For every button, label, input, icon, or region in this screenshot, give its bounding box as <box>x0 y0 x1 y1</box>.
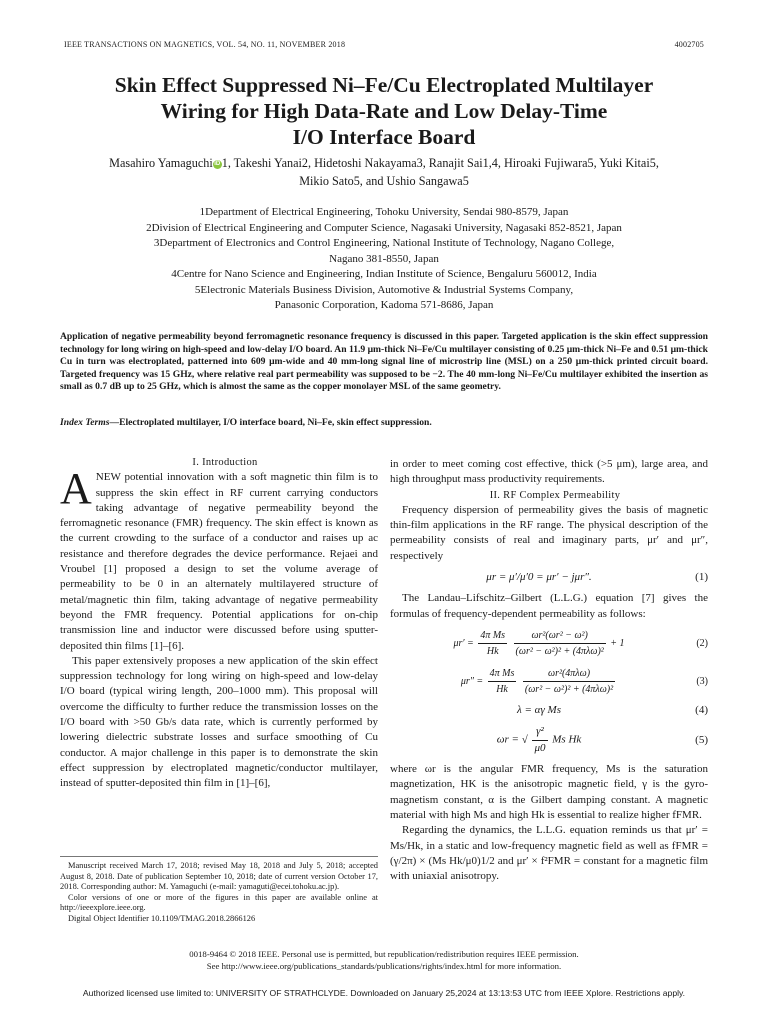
author-line: Mikio Sato5, and Ushio Sangawa5 <box>299 174 469 188</box>
equation-number: (5) <box>695 733 708 746</box>
equation-5 <box>390 724 708 756</box>
title-line: Skin Effect Suppressed Ni–Fe/Cu Electroplated Multilayer <box>114 73 654 97</box>
equation-body <box>390 628 688 660</box>
square-root-icon: √ <box>521 733 528 746</box>
orcid-icon[interactable]: iD <box>214 161 221 167</box>
equation-lhs: μr″ = <box>460 675 484 687</box>
copyright-line: See http://www.ieee.org/publications_standards/publications/rights/index.html for more information. <box>206 960 562 971</box>
copyright-notice <box>60 949 708 972</box>
equation-body <box>390 724 688 756</box>
rf-paragraph-2: The Landau–Lifschitz–Gilbert (L.L.G.) equation [7] gives the formulas of frequency-dependent permeability as follows: <box>390 592 708 620</box>
paper-title <box>60 72 708 150</box>
article-number: 4002705 <box>674 40 704 49</box>
affiliation: 2Division of Electrical Engineering and Computer Science, Nagasaki University, Nagasaki 852-8521, Japan <box>146 221 622 234</box>
running-header <box>64 40 704 52</box>
left-column <box>60 455 378 792</box>
denominator: Hk <box>496 683 508 695</box>
equation-body <box>390 666 688 698</box>
denominator: (ωr² − ω²)² + (4πλω)² <box>515 646 604 658</box>
denominator: Hk <box>486 646 499 658</box>
equation-number: (1) <box>695 571 708 584</box>
fraction <box>523 666 615 698</box>
first-author: Masahiro Yamaguchi <box>109 156 213 170</box>
author-line <box>60 154 708 172</box>
intro-continuation: in order to meet coming cost effective, thick (>5 μm), large area, and high throughput mass productivity requirements. <box>390 458 708 486</box>
fraction <box>488 666 517 698</box>
equation-3 <box>390 666 708 698</box>
affiliation: 3Department of Electronics and Control Engineering, National Institute of Technology, Nagano College, <box>153 237 615 249</box>
equation-number: (2) <box>696 638 708 650</box>
equation-tail: + 1 <box>610 638 625 650</box>
numerator: 4π Ms <box>488 666 517 682</box>
title-line: Wiring for High Data-Rate and Low Delay-Time <box>160 99 608 123</box>
intro-paragraph-1-text: NEW potential innovation with a soft magnetic thin film is to suppress the skin effect in RF current carrying conductors taking advantage of negative permeability beyond the ferromagnetic resonance (FMR) frequency. The skin effect is known as the current crowding to the surface of a conductor and raises up ac resistance and therefore degrades the device performance. Rejaei and Vroubel [1] proposed a design to set the volume average of permeability to be 0 in an alternately multilayered structure of metal/magnetic thin film, taking advantage of negative permeability beyond the FMR frequency. Potential applications for on-chip transmission line and inductor were discussed before using sputter-deposited thin films [1]–[6]. <box>60 471 378 652</box>
equation-number: (4) <box>695 704 708 717</box>
equation-2 <box>390 628 708 660</box>
affiliation: 1Department of Electrical Engineering, Tohoku University, Sendai 980-8579, Japan <box>199 206 569 218</box>
fraction <box>478 628 507 660</box>
fraction <box>514 628 606 660</box>
index-terms <box>60 417 708 429</box>
copyright-line: 0018-9464 © 2018 IEEE. Personal use is permitted, but republication/redistribution requires IEEE permission. <box>189 949 579 959</box>
section-heading-introduction: I. Introduction <box>192 457 258 468</box>
intro-paragraph-1 <box>60 464 378 654</box>
journal-info: IEEE TRANSACTIONS ON MAGNETICS, VOL. 54, NO. 11, NOVEMBER 2018 <box>64 40 346 49</box>
author-list <box>60 154 708 190</box>
footnote-manuscript: Manuscript received March 17, 2018; revised May 18, 2018 and July 5, 2018; accepted August 8, 2018. Date of publication September 10, 2018; date of current version October 17, 2018. Corresponding author: M. Yamaguchi (e-mail: yamaguti@ecei.tohoku.ac.jp). <box>60 861 378 891</box>
numerator: ωr²(4πλω) <box>523 666 615 682</box>
footnotes <box>60 856 378 924</box>
equation-tail: Ms Hk <box>552 733 582 746</box>
rf-paragraph-1: Frequency dispersion of permeability gives the basis of magnetic thin-film applications in the RF range. The physical description of the permeability consists of real and imaginary parts, μr′ and μr″, respectively <box>390 503 708 562</box>
drop-cap: A <box>60 464 92 514</box>
denominator: (ωr² − ω²)² + (4πλω)² <box>524 683 614 695</box>
footnote-color: Color versions of one or more of the figures in this paper are available online at http://ieeexplore.ieee.org. <box>60 892 378 912</box>
rf-paragraph-3: where ωr is the angular FMR frequency, Ms is the saturation magnetization, HK is the anisotropic magnetic field, γ is the gyro-magnetism constant, α is the Gilbert damping constant. A magnetic material with high Ms and high Hk is essential to realize higher fFMR. <box>390 763 708 821</box>
author-line-rest: 1, Takeshi Yanai2, Hidetoshi Nakayama3, Ranajit Sai1,4, Hiroaki Fujiwara5, Yuki Kitai5, <box>221 156 659 170</box>
equation-lhs: ωr = <box>496 733 519 746</box>
affiliation: 5Electronic Materials Business Division, Automotive & Industrial Systems Company, <box>194 283 574 296</box>
affiliation: 4Centre for Nano Science and Engineering, Indian Institute of Science, Bengaluru 560012, India <box>171 268 597 280</box>
intro-paragraph-2: This paper extensively proposes a new application of the skin effect suppression technology for long wiring on high-speed and low-delay I/O board (typical wiring length, 200–1000 mm). This proposal will overcome the difficulty to further reduce the transmission losses on the I/O board with >50 Gb/s data rate, which is currently performed by lowering dielectric substrate losses and surface smoothing of Cu conductor. A major challenge in this paper is to demonstrate the skin effect suppression by electroplated magnetic/conductor multilayer, instead of sputter-deposited thin film in [1]–[6], <box>60 654 378 790</box>
numerator: ωr²(ωr² − ω²) <box>514 628 606 644</box>
title-line: I/O Interface Board <box>292 125 476 149</box>
section-heading-rf-permeability: II. RF Complex Permeability <box>489 489 621 501</box>
numerator: 4π Ms <box>478 628 507 644</box>
index-terms-text: —Electroplated multilayer, I/O interface board, Ni–Fe, skin effect suppression. <box>109 417 432 428</box>
equation-4 <box>390 703 708 718</box>
equation-body: μr = μ′/μ′0 = μr′ − jμr″. <box>486 571 592 584</box>
equation-lhs: μr′ = <box>453 638 474 650</box>
equation-1 <box>390 570 708 585</box>
equation-number: (3) <box>696 675 708 687</box>
right-column <box>390 457 708 884</box>
affiliation: Nagano 381-8550, Japan <box>329 252 439 265</box>
denominator: μ0 <box>534 741 546 754</box>
affiliations <box>60 205 708 314</box>
footnote-doi: Digital Object Identifier 10.1109/TMAG.2018.2866126 <box>68 913 256 923</box>
license-banner: Authorized licensed use limited to: UNIVERSITY OF STRATHCLYDE. Downloaded on January 25,2024 at 13:13:53 UTC from IEEE Xplore. Restrictions apply. <box>82 988 686 998</box>
rf-paragraph-4: Regarding the dynamics, the L.L.G. equation reminds us that μr′ = Ms/Hk, in a static and low-frequency magnetic field as well as fFMR = (γ/2π) × (Ms Hk/μ0)1/2 and μr′ × f²FMR = constant for a magnetic film with uniaxial anisotropy. <box>390 824 708 883</box>
equation-body: λ = αγ Ms <box>517 704 561 717</box>
index-terms-label: Index Terms <box>60 417 110 428</box>
fraction <box>532 724 547 756</box>
abstract: Application of negative permeability beyond ferromagnetic resonance frequency is discussed in this paper. Targeted application is the skin effect suppression technology for long wiring on high-speed and low-delay I/O board. An 11.9 μm-thick Ni–Fe/Cu multilayer consisting of 0.25 μm-thick Ni–Fe and 0.51 μm-thick Cu in turn was electroplated, patterned into 609 μm-wide and 40 mm-long signal line of microstrip line (MSL) on a 250 μm-thick printed circuit board. Targeted frequency was 15 GHz, where relative real part permeability was supposed to be −2. The 40 mm-long Ni–Fe/Cu multilayer exhibited the insertion as small as 0.7 dB up to 25 GHz, which is almost the same as the copper monolayer MSL of the same geometry. <box>60 331 708 393</box>
affiliation: Panasonic Corporation, Kadoma 571-8686, Japan <box>274 299 494 311</box>
numerator: γ² <box>532 724 547 740</box>
